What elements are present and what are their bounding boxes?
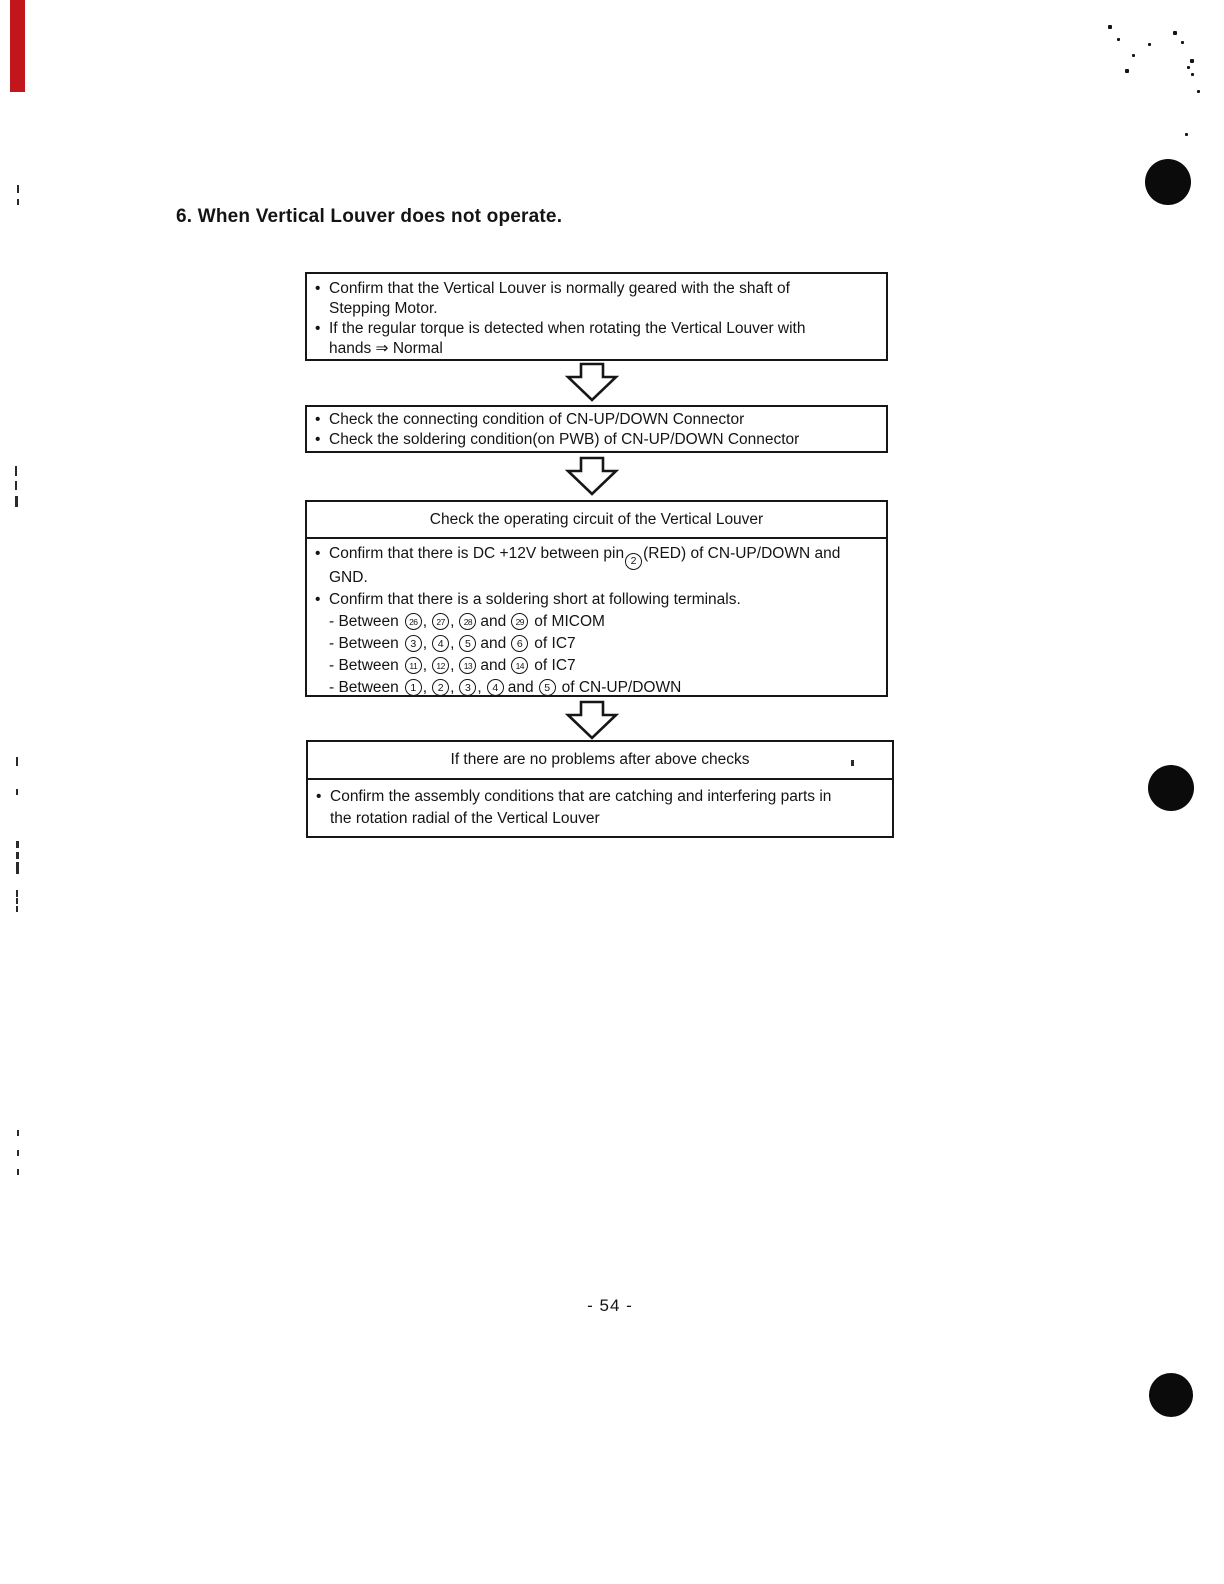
scan-margin-mark (16, 789, 18, 795)
text-segment: and (480, 656, 507, 674)
pin-circle: 3 (459, 679, 476, 696)
text-segment: , (450, 612, 455, 630)
terminal-line-ic7-b (329, 655, 878, 677)
text-segment: - Between (329, 678, 399, 696)
pin-circle: 11 (405, 657, 422, 674)
text-segment: , (422, 634, 428, 652)
text-segment: , (477, 678, 482, 696)
bullet-icon: • (316, 788, 322, 805)
bullet-item (315, 319, 878, 359)
scan-margin-mark (16, 757, 18, 766)
pin-circle: 3 (405, 635, 422, 652)
terminal-line-micom (329, 611, 878, 633)
bullet-text-line: hands ⇒ Normal (329, 340, 443, 357)
pin-circle: 29 (511, 613, 528, 630)
registration-dot (1149, 1373, 1193, 1417)
text-segment: , (450, 634, 455, 652)
scan-speckle (1190, 59, 1194, 63)
scan-speckle (1108, 25, 1112, 29)
scan-speckle (1117, 38, 1120, 41)
pin-circle: 28 (459, 613, 476, 630)
bullet-text-line: GND. (329, 568, 368, 586)
scan-speckle (1125, 69, 1129, 73)
bullet-icon: • (315, 431, 321, 448)
page-title: 6. When Vertical Louver does not operate. (176, 206, 563, 227)
registration-dot (1145, 159, 1191, 205)
text-segment: of CN-UP/DOWN (561, 678, 682, 696)
bullet-icon: • (315, 411, 321, 428)
scan-margin-mark (17, 1150, 19, 1156)
scan-margin-mark (16, 898, 18, 904)
scan-margin-mark (15, 496, 18, 507)
bullet-text-line: Confirm the assembly conditions that are catching and interfering parts in (330, 788, 832, 805)
scan-margin-mark (15, 481, 17, 490)
scan-margin-mark (17, 199, 19, 205)
flow-box-connector-check (305, 405, 888, 453)
scan-speckle (1132, 54, 1135, 57)
pin-circle: 26 (405, 613, 422, 630)
text-segment: , (422, 678, 428, 696)
bullet-text-line: Confirm that there is a soldering short at following terminals. (329, 590, 741, 608)
text-segment: of IC7 (534, 634, 576, 652)
bullet-item (315, 279, 878, 319)
text-segment: of IC7 (534, 656, 576, 674)
scan-speckle (1173, 31, 1177, 35)
flow-arrow-down-icon (562, 362, 622, 402)
scan-speckle (1191, 73, 1194, 76)
scan-margin-mark (16, 862, 19, 869)
text-segment: - Between (329, 634, 399, 652)
scan-speckle (1185, 133, 1188, 136)
text-segment: , (422, 612, 428, 630)
bullet-text-line: Check the soldering condition(on PWB) of CN-UP/DOWN Connector (329, 431, 800, 448)
bullet-item (315, 589, 878, 611)
terminal-line-ic7-a (329, 633, 878, 655)
flow-box-header: If there are no problems after above checks (308, 742, 892, 780)
bullet-item (316, 786, 884, 830)
flow-box-header: Check the operating circuit of the Vertical Louver (307, 502, 886, 539)
pin-circle: 6 (511, 635, 528, 652)
pin-circle: 1 (405, 679, 422, 696)
text-segment: , (450, 678, 455, 696)
pin-circle: 2 (432, 679, 449, 696)
text-segment: and (480, 634, 507, 652)
pin-circle: 12 (432, 657, 449, 674)
text-segment: , (450, 656, 455, 674)
flow-arrow-down-icon (562, 700, 622, 740)
terminal-line-cn-updown (329, 677, 878, 699)
bullet-item (315, 410, 878, 430)
text-segment: - Between (329, 656, 399, 674)
flow-arrow-down-icon (562, 456, 622, 496)
scan-margin-mark (16, 852, 19, 859)
text-segment: of MICOM (534, 612, 605, 630)
scan-margin-mark (17, 1169, 19, 1175)
scan-speckle (1187, 66, 1190, 69)
scan-margin-mark (16, 841, 19, 848)
flow-box-louver-gearing (305, 272, 888, 361)
bullet-item (315, 430, 878, 450)
bullet-text-line: Stepping Motor. (329, 300, 438, 317)
pin-circle: 27 (432, 613, 449, 630)
scan-margin-mark (16, 890, 18, 897)
scan-speckle (1148, 43, 1151, 46)
bullet-icon: • (315, 545, 321, 562)
bullet-icon: • (315, 590, 321, 608)
page-number: - 54 - (587, 1296, 633, 1315)
text-segment: , (422, 656, 428, 674)
scan-margin-mark (16, 906, 18, 912)
scan-margin-mark (17, 1130, 19, 1136)
bullet-text-line: If the regular torque is detected when rotating the Vertical Louver with (329, 320, 806, 337)
pin-circle: 14 (511, 657, 528, 674)
bullet-icon: • (315, 320, 321, 337)
pin-circle: 13 (459, 657, 476, 674)
flow-box-no-problems (306, 740, 894, 838)
text-segment: and (480, 612, 507, 630)
scan-margin-mark (15, 466, 17, 476)
scan-speckle (1197, 90, 1200, 93)
text-segment: (RED) of CN-UP/DOWN and (643, 545, 841, 562)
flow-box-operating-circuit (305, 500, 888, 697)
text-segment: - Between (329, 612, 399, 630)
bullet-text-line (329, 543, 878, 567)
text-segment: Confirm that there is DC +12V between pin (329, 545, 625, 562)
scan-margin-mark (16, 869, 19, 874)
scan-speckle (1181, 41, 1184, 44)
pin-circle: 4 (432, 635, 449, 652)
bullet-text-line: Check the connecting condition of CN-UP/DOWN Connector (329, 411, 745, 428)
bullet-item (315, 543, 878, 589)
scan-margin-mark (17, 185, 19, 193)
registration-dot (1148, 765, 1194, 811)
bullet-icon: • (315, 280, 321, 297)
pin-circle: 4 (487, 679, 504, 696)
pin-circle: 5 (459, 635, 476, 652)
pin-circle: 5 (539, 679, 556, 696)
scan-margin-mark (851, 760, 854, 766)
pin-circle: 2 (625, 553, 642, 570)
text-segment: and (507, 678, 534, 696)
bullet-text-line: the rotation radial of the Vertical Louver (330, 810, 600, 827)
bullet-text-line: Confirm that the Vertical Louver is normally geared with the shaft of (329, 280, 790, 297)
red-edge-mark (10, 0, 25, 92)
